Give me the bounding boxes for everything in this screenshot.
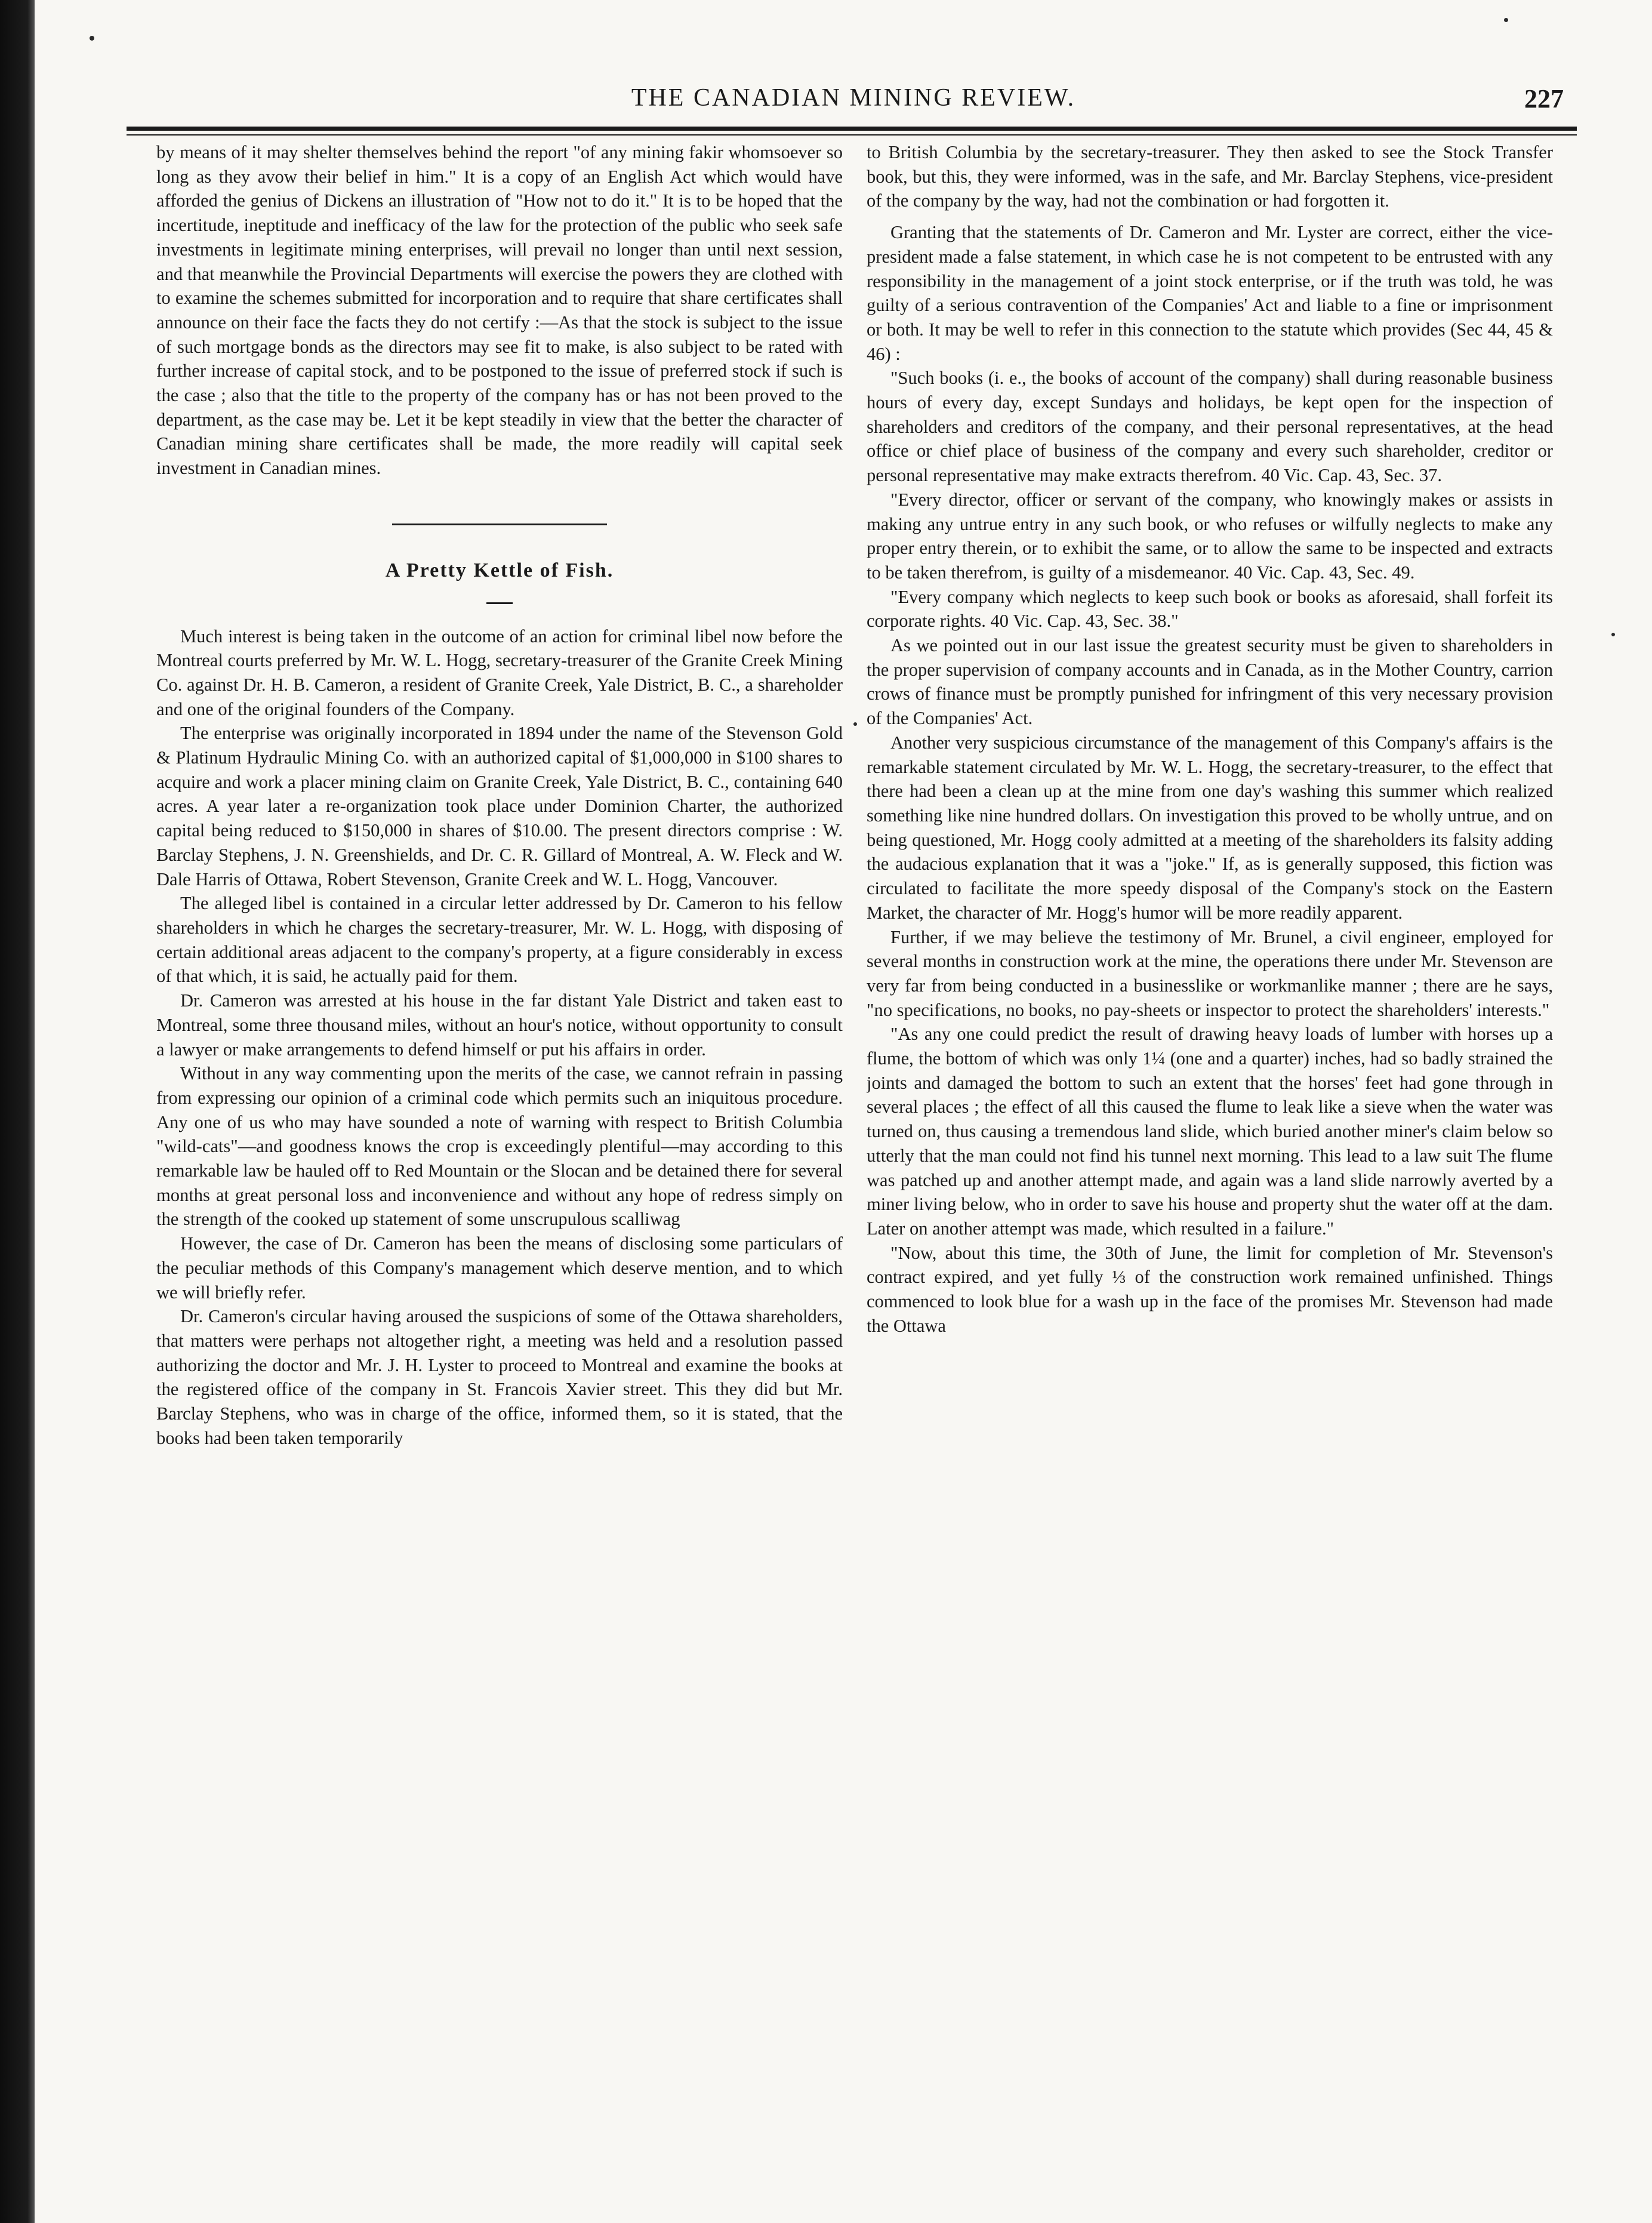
quoted-statute: "Such books (i. e., the books of account of the company) shall during reasonable business hours of every day, except Sundays and holidays, be kept open for the inspection of shareholders and creditors of the company, and their personal representatives, at the head office or chief place of business of the company and every such shareholder, creditor or personal representative may make extracts therefrom. 40 Vic. Cap. 43, Sec. 37. (867, 368, 1553, 486)
scan-speck (1611, 633, 1615, 636)
scan-binding-edge (0, 0, 35, 2223)
page-header (143, 84, 1564, 125)
right-column (867, 140, 1553, 2182)
article-separator-rule (392, 524, 607, 525)
running-head: THE CANADIAN MINING REVIEW. (631, 84, 1076, 112)
continued-paragraph: to British Columbia by the secretary-treasurer. They then asked to see the Stock Transfer book, but this, they were informed, was in the safe, and Mr. Barclay Stephens, vice-president of the company by the way, had not the combination or had forgotten it. (867, 142, 1553, 211)
scan-speck (90, 36, 94, 41)
body-paragraph: "Now, about this time, the 30th of June, the limit for completion of Mr. Stevenson's contract expired, and yet fully ⅓ of the construction work remained unfinished. Things commenced to look blue for a wash up in the face of the promises Mr. Stevenson had made the Ottawa (867, 1242, 1553, 1336)
article-title: A Pretty Kettle of Fish. (385, 559, 614, 581)
quoted-statute: "Every company which neglects to keep such book or books as aforesaid, shall forfeit its corporate rights. 40 Vic. Cap. 43, Sec. 38." (867, 586, 1553, 632)
body-paragraph: Dr. Cameron's circular having aroused the suspicions of some of the Ottawa shareholders, that matters were perhaps not altogether right, a meeting was held and a resolution passed authorizing the doctor and Mr. J. H. Lyster to proceed to Montreal and examine the books at the registered office of the company in St. Francois Xavier street. This they did but Mr. Barclay Stephens, who was in charge of the office, informed them, so it is stated, that the books had been taken temporarily (156, 1306, 843, 1448)
body-paragraph: "As any one could predict the result of drawing heavy loads of lumber with horses up a flume, the bottom of which was only 1¼ (one and a quarter) inches, had so badly strained the joints and damaged the bottom to such an extent that the horses' feet had gone through in several places ; the effect of all this caused the flume to leak like a sieve when the water was turned on, thus causing a tremendous land slide, which buried another miner's claim below so utterly that the man could not find his tunnel next morning. This lead to a law suit The flume was patched up and another attempt made, and again was a land slide narrowly averted by a miner living below, who in order to save his house and property shut the water off at the dam. Later on another attempt was made, which resulted in a failure." (867, 1024, 1553, 1239)
body-paragraph: Dr. Cameron was arrested at his house in the far distant Yale District and taken east to Montreal, some three thousand miles, without an hour's notice, without opportunity to consult a lawyer or make arrangements to defend himself or put his affairs in order. (156, 990, 843, 1060)
body-paragraph: The alleged libel is contained in a circular letter addressed by Dr. Cameron to his fellow shareholders in which he charges the secretary-treasurer, Mr. W. L. Hogg, with disposing of certain additional areas adjacent to the company's property, at a figure considerably in excess of that which, it is said, he actually paid for them. (156, 893, 843, 987)
header-rule-thin (127, 134, 1577, 136)
body-paragraph: Further, if we may believe the testimony of Mr. Brunel, a civil engineer, employed for several months in construction work at the mine, the operations there under Mr. Stevenson are very far from being conducted in a businesslike or workmanlike manner ; there are he says, "no specifications, no books, no pay-sheets or inspector to protect the shareholders' interests." (867, 926, 1553, 1020)
page-number: 227 (1524, 84, 1564, 113)
scan-speck (853, 722, 857, 726)
body-paragraph: As we pointed out in our last issue the greatest security must be given to shareholders in the proper supervision of company accounts and in Canada, as in the Mother Country, carrion crows of finance must be promptly punished for infringment of this very necessary provision of the Companies' Act. (867, 635, 1553, 729)
continued-paragraph: by means of it may shelter themselves behind the report "of any mining fakir whomsoever so long as they avow their belief in him." It is a copy of an English Act which would have afforded the genius of Dickens an illustration of "How not to do it." It is to be hoped that the incertitude, ineptitude and inefficacy of the law for the protection of the public who seek safe investments in legitimate mining enterprises, will prevail no longer than until next session, and that meanwhile the Provincial Departments will exercise the powers they are clothed with to examine the schemes submitted for incorporation and to require that share certificates shall announce on their face the facts they do not certify :—As that the stock is subject to the issue of such mortgage bonds as the directors may see fit to make, is also subject to be rated with further increase of capital stock, and to be postponed to the issue of preferred stock if such is the case ; also that the title to the property of the company has or has not been proved to the department, as the case may be. Let it be kept steadily in view that the better the character of Canadian mining share certificates shall be made, the more readily will capital seek investment in Canadian mines. (156, 142, 843, 479)
body-paragraph: Much interest is being taken in the outcome of an action for criminal libel now before the Montreal courts preferred by Mr. W. L. Hogg, secretary-treasurer of the Granite Creek Mining Co. against Dr. H. B. Cameron, a resident of Granite Creek, Yale District, B. C., a shareholder and one of the original founders of the Company. (156, 626, 843, 719)
header-rule-thick (127, 127, 1577, 131)
quoted-statute: "Every director, officer or servant of the company, who knowingly makes or assists in making any untrue entry in any such book, or who refuses or wilfully neglects to make any proper entry therein, or to exhibit the same, or to allow the same to be inspected and extracts to be taken therefrom, is guilty of a misdemeanor. 40 Vic. Cap. 43, Sec. 49. (867, 489, 1553, 583)
body-paragraph: Granting that the statements of Dr. Cameron and Mr. Lyster are correct, either the vice-president made a false statement, in which case he is not competent to be entrusted with any responsibility in the management of a joint stock enterprise, or if the truth was told, he was guilty of a serious contravention of the Companies' Act and liable to a fine or imprisonment or both. It may be well to refer in this connection to the statute which provides (Sec 44, 45 & 46) : (867, 222, 1553, 364)
body-paragraph: However, the case of Dr. Cameron has been the means of disclosing some particulars of the peculiar methods of this Company's management which deserve mention, and to which we will briefly refer. (156, 1233, 843, 1303)
body-paragraph: Another very suspicious circumstance of the management of this Company's affairs is the remarkable statement circulated by Mr. W. L. Hogg, the secretary-treasurer, to the effect that there had been a clean up at the mine from one day's washing this summer which realized something like nine hundred dollars. On investigation this proved to be wholly untrue, and on being questioned, Mr. Hogg cooly admitted at a meeting of the shareholders its falsity adding the audacious explanation that it was a "joke." If, as is generally supposed, this fiction was circulated to facilitate the more speedy disposal of the Company's stock on the Eastern Market, the character of Mr. Hogg's humor will be more readily apparent. (867, 732, 1553, 923)
scan-speck (1504, 18, 1508, 22)
title-dash (486, 602, 513, 604)
body-paragraph: The enterprise was originally incorporated in 1894 under the name of the Stevenson Gold & Platinum Hydraulic Mining Co. with an authorized capital of $1,000,000 in $100 shares to acquire and work a placer mining claim on Granite Creek, Yale District, B. C., containing 640 acres. A year later a re-organization took place under Dominion Charter, the authorized capital being reduced to $150,000 in shares of $10.00. The present directors comprise : W. Barclay Stephens, J. N. Greenshields, and Dr. C. R. Gillard of Montreal, A. W. Fleck and W. Dale Harris of Ottawa, Robert Stevenson, Granite Creek and W. L. Hogg, Vancouver. (156, 723, 843, 889)
left-column (156, 140, 843, 2182)
body-paragraph: Without in any way commenting upon the merits of the case, we cannot refrain in passing from expressing our opinion of a criminal code which permits such an iniquitous procedure. Any one of us who may have sounded a note of warning with respect to British Columbia "wild-cats"—and goodness knows the crop is exceedingly plentiful—may according to this remarkable law be hauled off to Red Mountain or the Slocan and be detained there for several months at great personal loss and inconvenience and without any hope of redress simply on the strength of the cooked up statement of some unscrupulous scalliwag (156, 1063, 843, 1230)
